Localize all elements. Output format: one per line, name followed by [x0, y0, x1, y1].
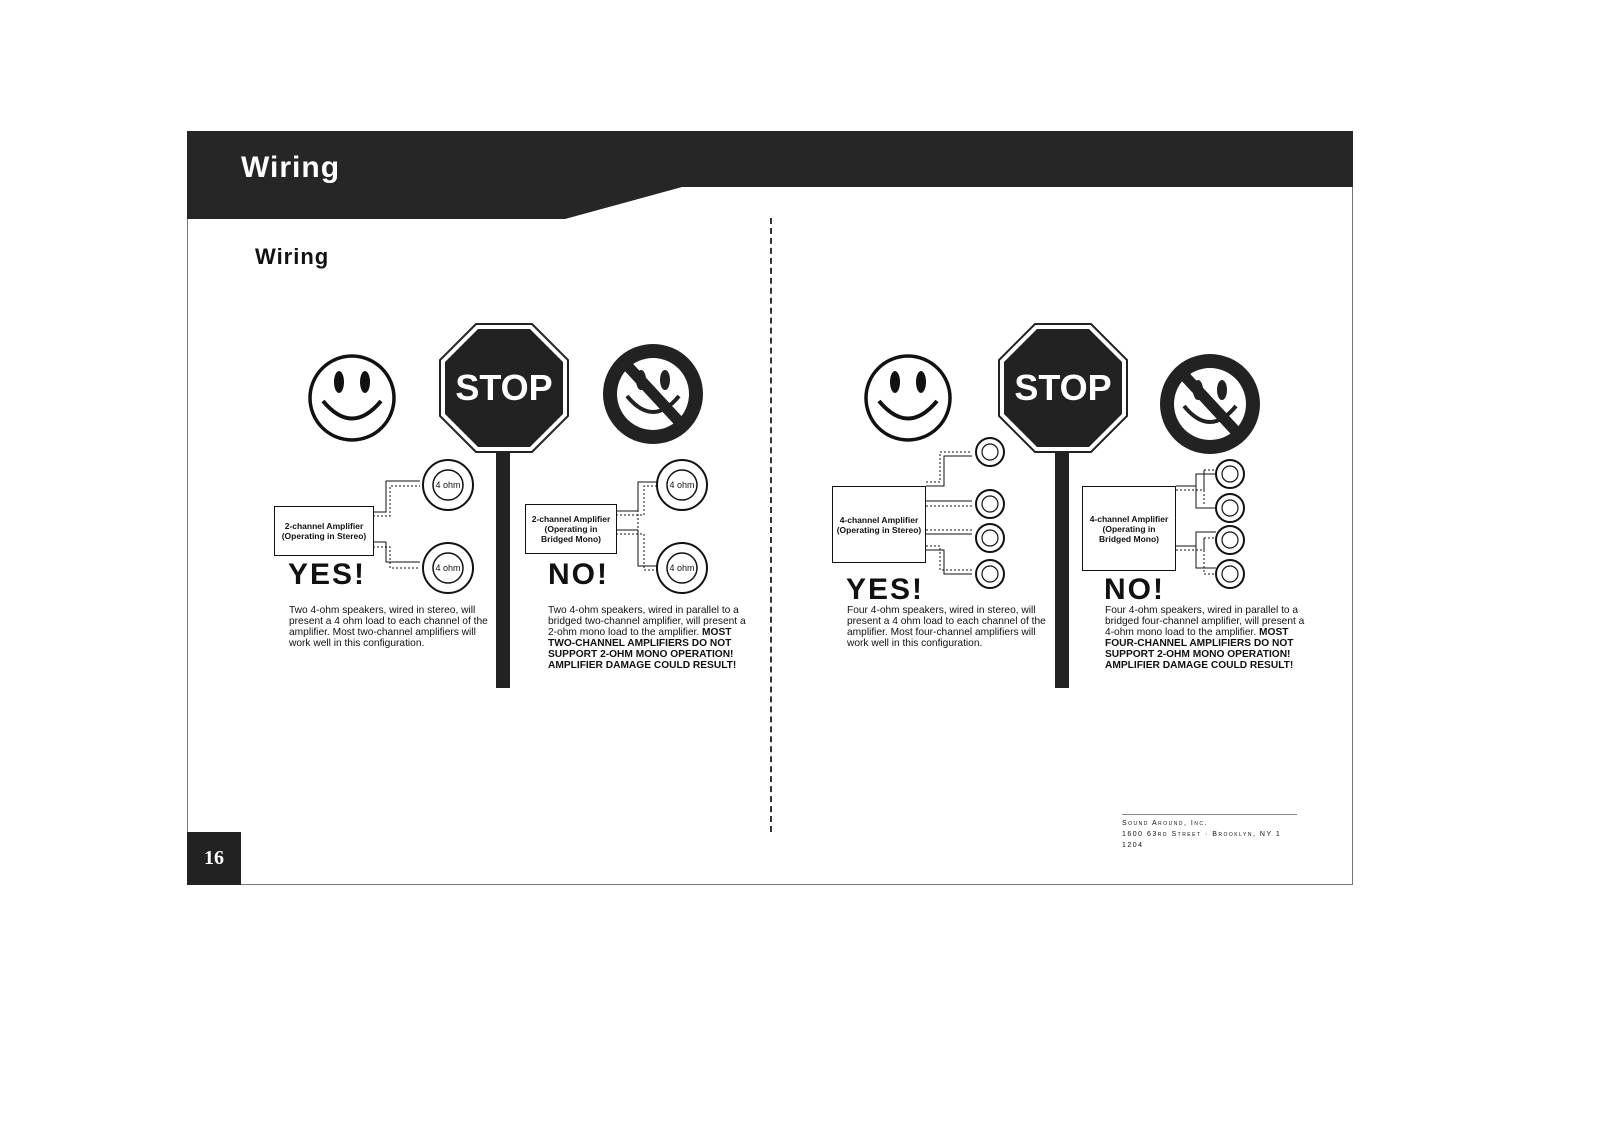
company-name: Sound Around, Inc. — [1122, 820, 1208, 827]
stop-sign-text: STOP — [455, 367, 553, 408]
panel-description — [1105, 605, 1305, 671]
smiley-icon — [866, 356, 950, 440]
speaker-label: 4 ohm — [435, 480, 461, 490]
description-text: Four 4-ohm speakers, wired in parallel to a bridged four-channel amplifier, will present a 4-ohm mono load to the amplifier. — [1105, 605, 1305, 638]
speaker-icon — [1216, 460, 1244, 488]
description-text: Two 4-ohm speakers, wired in parallel to a bridged two-channel amplifier, will present a 2-ohm mono load to the amplifier. — [548, 605, 746, 638]
verdict-no: NO! — [1104, 573, 1165, 606]
amplifier-box — [1082, 486, 1176, 571]
verdict-yes: YES! — [288, 558, 367, 591]
speaker-icon — [1216, 560, 1244, 588]
description-text: Four 4-ohm speakers, wired in stereo, will present a 4 ohm load to each channel of the amplifier. Most four-channel amplifiers will work well in this configuration. — [847, 605, 1046, 649]
amplifier-label: 4-channel Amplifier — [839, 514, 919, 525]
no-smiley-icon — [603, 344, 703, 444]
section-title: Wiring — [255, 244, 330, 269]
company-address: 1600 63rd Street · Brooklyn, NY 1 1204 — [1122, 831, 1282, 849]
amplifier-label: 2-channel Amplifier — [284, 521, 364, 531]
speaker-label: 4 ohm — [435, 563, 461, 573]
no-smiley-icon — [1160, 354, 1260, 454]
amplifier-label: Bridged Mono) — [1099, 533, 1159, 544]
panel-2ch-bridged — [520, 318, 790, 698]
stop-sign-text: STOP — [1014, 367, 1112, 408]
amplifier-label: (Operating in Stereo) — [281, 531, 367, 541]
panel-4ch-bridged — [1080, 318, 1350, 698]
amplifier-label: Bridged Mono) — [541, 534, 601, 544]
verdict-yes: YES! — [846, 573, 925, 606]
amplifier-box — [525, 504, 617, 554]
verdict-no: NO! — [548, 558, 609, 591]
smiley-icon — [310, 356, 394, 440]
header-banner — [187, 131, 1353, 219]
speaker-icon — [1216, 494, 1244, 522]
amplifier-label: 2-channel Amplifier — [531, 514, 611, 524]
warning-text: MOST TWO-CHANNEL AMPLIFIERS DO NOT SUPPORT 2-OHM MONO OPERATION! AMPLIFIER DAMAGE COULD RESULT! — [548, 627, 737, 671]
amplifier-box — [274, 506, 374, 556]
speaker-label: 4 ohm — [669, 563, 695, 573]
amplifier-label: (Operating in — [544, 524, 598, 534]
warning-text: MOST FOUR-CHANNEL AMPLIFIERS DO NOT SUPPORT 2-OHM MONO OPERATION! AMPLIFIER DAMAGE COULD RESULT! — [1105, 627, 1294, 671]
page-header — [187, 131, 1353, 219]
panel-description — [548, 605, 748, 671]
amplifier-label: (Operating in — [1102, 523, 1156, 534]
speaker-label: 4 ohm — [669, 480, 695, 490]
speaker-icon — [1216, 526, 1244, 554]
company-footer — [1122, 814, 1297, 851]
amplifier-box — [832, 486, 926, 563]
description-text: Two 4-ohm speakers, wired in stereo, will present a 4 ohm load to each channel of the amplifier. Most two-channel amplifiers will work well in this configuration. — [289, 605, 488, 649]
page-number: 16 — [187, 832, 241, 885]
header-title: Wiring — [241, 151, 341, 184]
amplifier-label: 4-channel Amplifier — [1089, 513, 1169, 524]
amplifier-label: (Operating in Stereo) — [836, 524, 922, 535]
